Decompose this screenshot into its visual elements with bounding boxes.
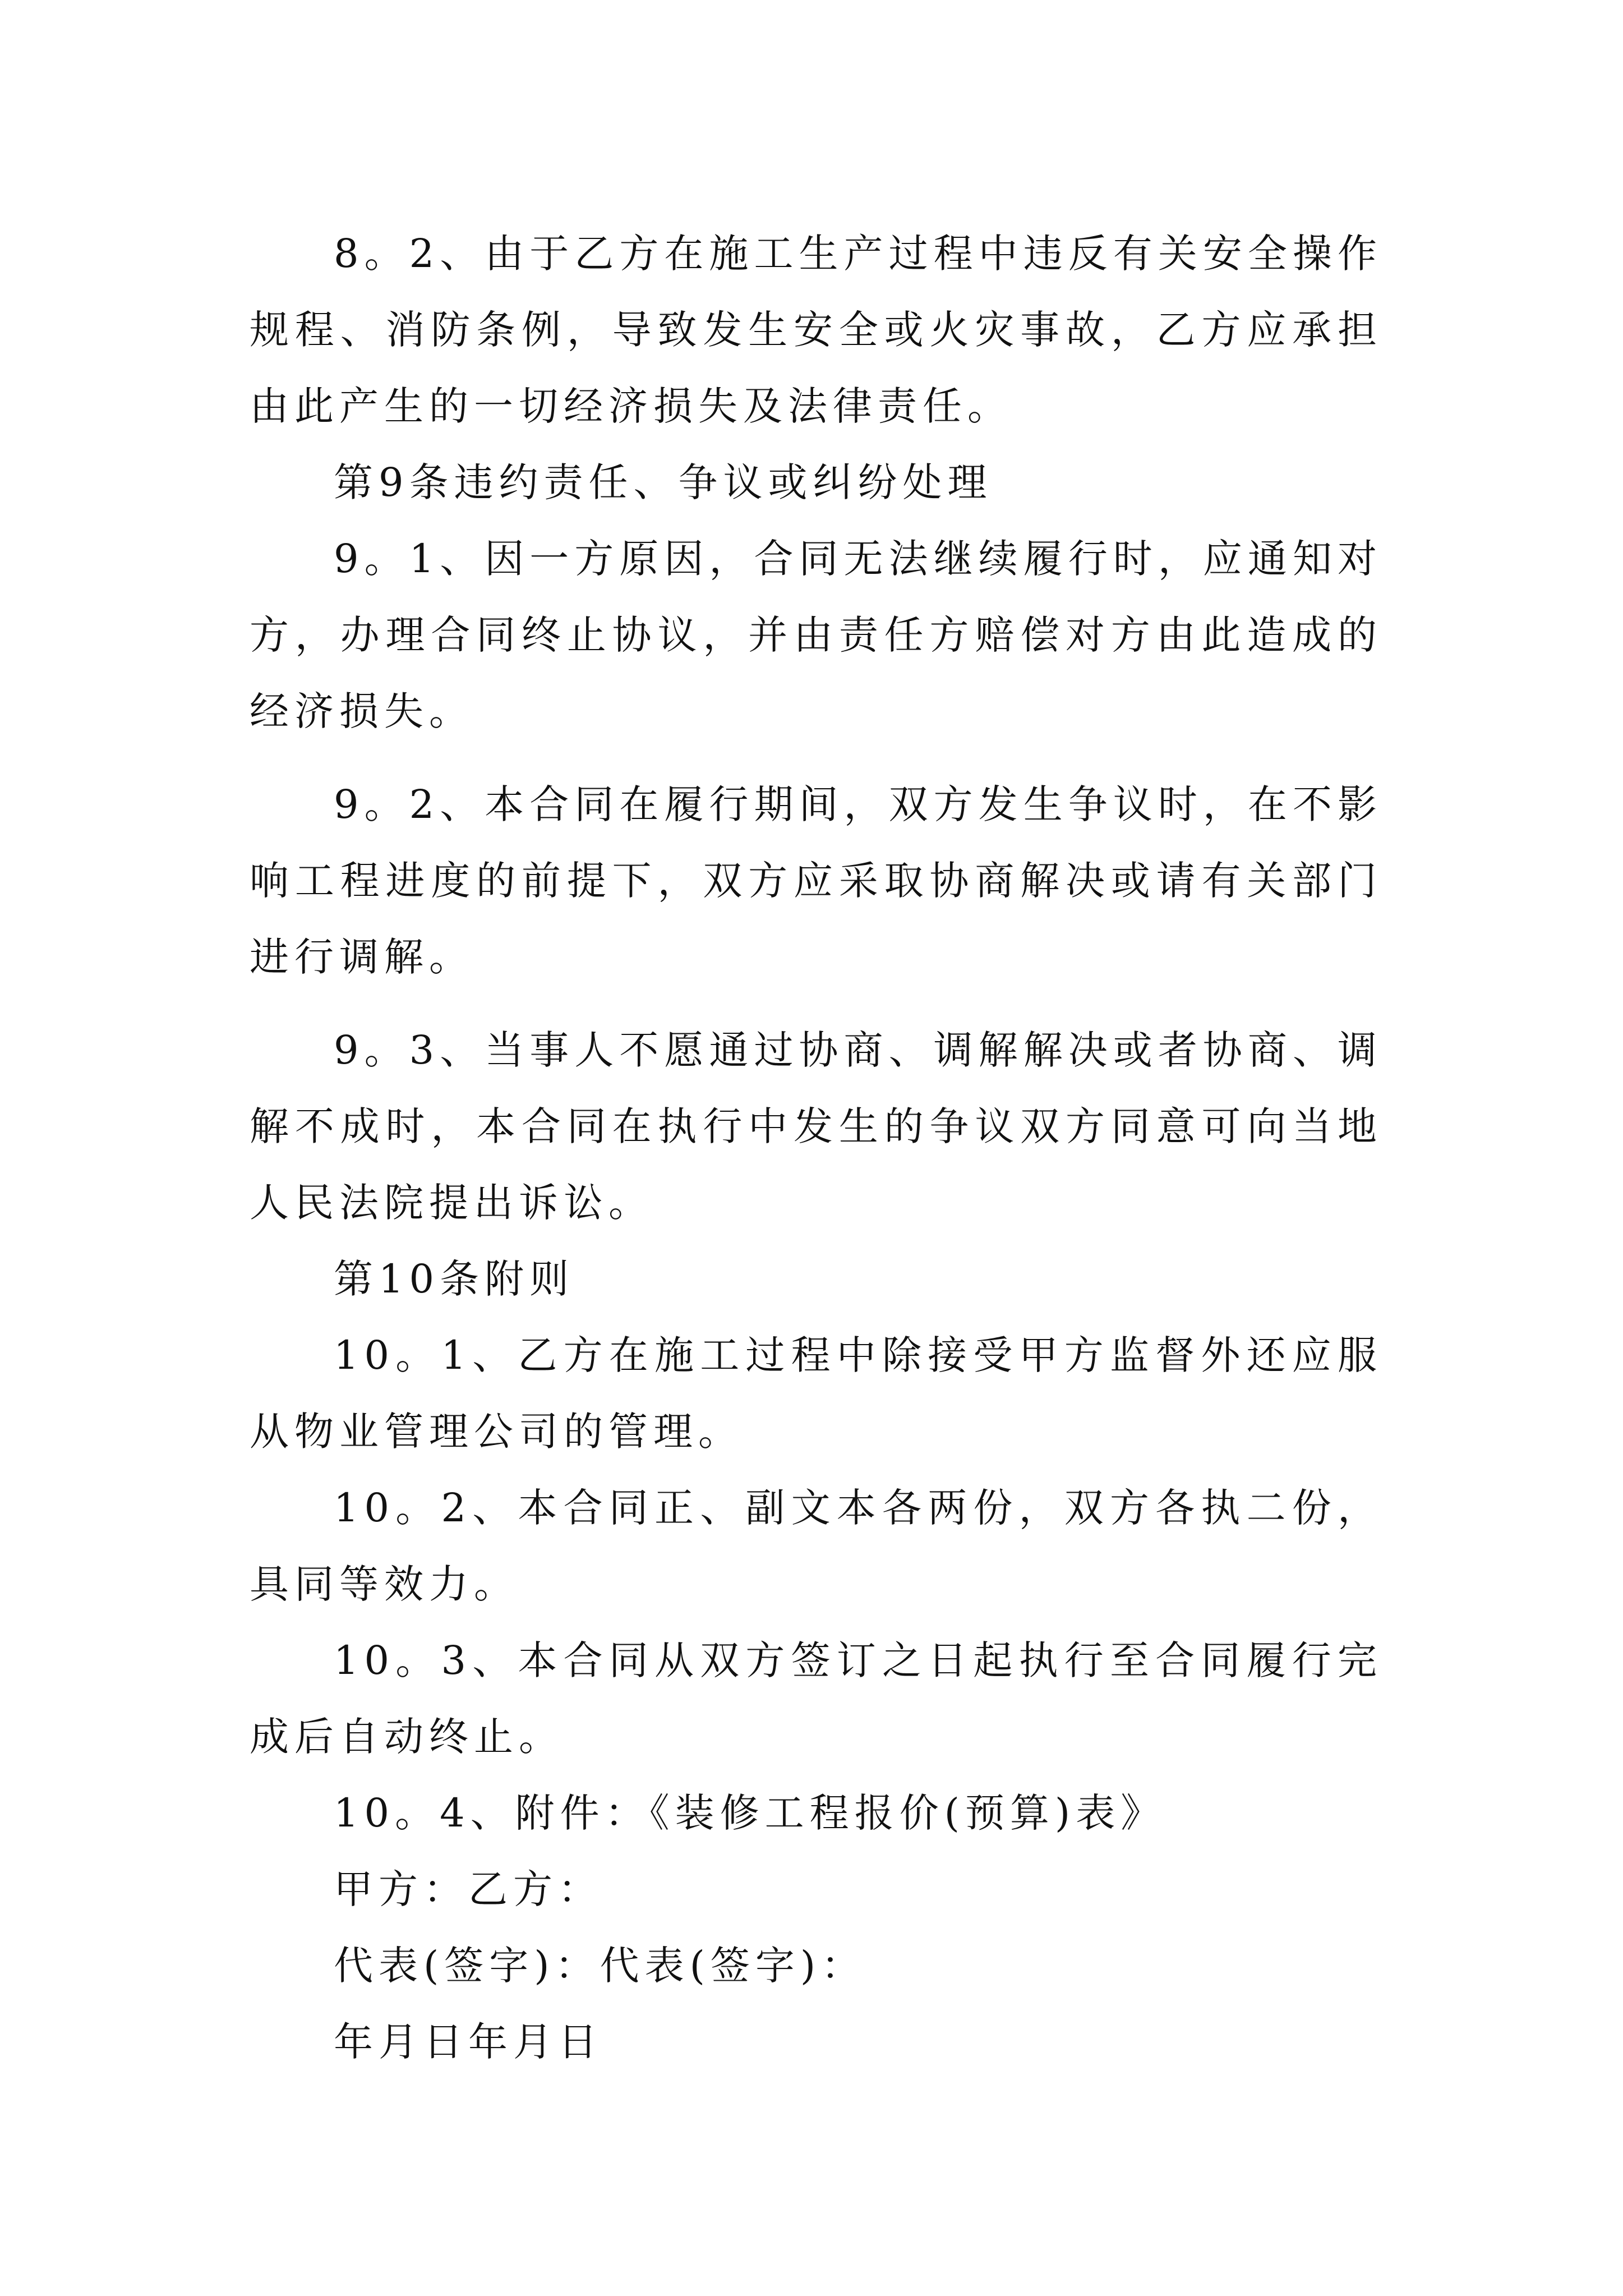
party-labels: 甲方：乙方： xyxy=(334,1866,603,1912)
clause-10-4-attachment: 10。4、附件：《装修工程报价(预算)表》 xyxy=(334,1790,1166,1836)
clause-9-1: 9。1、因一方原因，合同无法继续履行时，应通知对方，办理合同终止协议，并由责任方赔偿对方由此造成的经济损失。 xyxy=(250,536,1382,734)
article-9-heading: 第9条违约责任、争议或纠纷处理 xyxy=(334,459,993,505)
clause-10-3: 10。3、本合同从双方签订之日起执行至合同履行完成后自动终止。 xyxy=(250,1637,1382,1760)
date-labels: 年月日年月日 xyxy=(334,2019,603,2065)
article-10-heading: 第10条附则 xyxy=(334,1256,575,1302)
clause-9-3: 9。3、当事人不愿通过协商、调解解决或者协商、调解不成时，本合同在执行中发生的争议双方同意可向当地人民法院提出诉讼。 xyxy=(250,1027,1382,1226)
clause-8-2: 8。2、由于乙方在施工生产过程中违反有关安全操作规程、消防条例，导致发生安全或火灾事故，乙方应承担由此产生的一切经济损失及法律责任。 xyxy=(250,231,1382,429)
clause-9-2: 9。2、本合同在履行期间，双方发生争议时，在不影响工程进度的前提下，双方应采取协商解决或请有关部门进行调解。 xyxy=(250,781,1382,980)
clause-10-1: 10。1、乙方在施工过程中除接受甲方监督外还应服从物业管理公司的管理。 xyxy=(250,1332,1382,1455)
signature-labels: 代表(签字)：代表(签字)： xyxy=(334,1943,866,1989)
document-body xyxy=(250,215,1382,2080)
clause-10-2: 10。2、本合同正、副文本各两份，双方各执二份，具同等效力。 xyxy=(250,1485,1382,1607)
